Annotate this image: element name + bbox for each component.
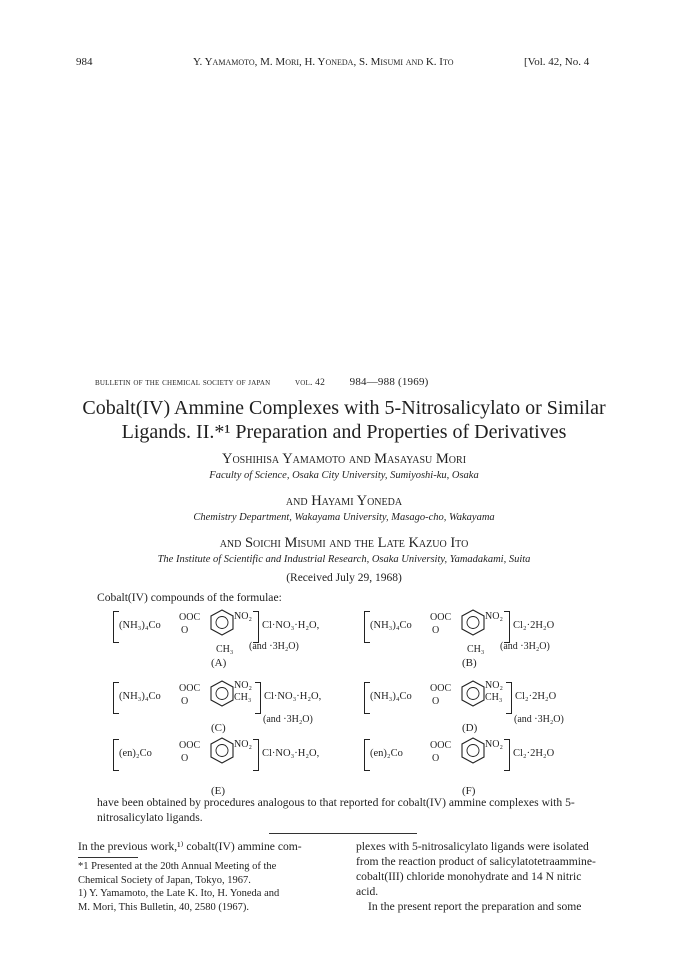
right-bracket (504, 739, 510, 771)
author-line-1: Yoshihisa Yamamoto and Masayasu Mori (221, 451, 467, 467)
author-line-3: and Soichi Misumi and the Late Kazuo Ito (219, 535, 469, 551)
counter-ions: Cl₂·2H₂O (513, 748, 555, 759)
carboxylate-label: OOC (430, 740, 452, 751)
compound-label: (F) (462, 785, 476, 797)
affiliation-2: Chemistry Department, Wakayama University, Masago-cho, Wakayama (193, 512, 495, 523)
metal-center: (NH₃)₄Co (119, 620, 161, 631)
footnote-1-line-1: *1 Presented at the 20th Annual Meeting of the (78, 861, 277, 872)
footnote-2-line-1: 1) Y. Yamamoto, the Late K. Ito, H. Yoneda and (78, 888, 280, 899)
nitro-group: NO₂ (234, 611, 252, 622)
counter-ions: Cl₂·2H₂O (515, 691, 557, 702)
footnotes (78, 860, 340, 914)
benzene-ring-icon (460, 680, 486, 708)
paper-title (60, 396, 628, 444)
compound-e (113, 739, 353, 799)
compound-b (364, 611, 604, 671)
counter-ions: Cl·NO₃·H₂O, (264, 691, 322, 702)
nitro-group: NO₂ (485, 739, 503, 750)
right-bracket (253, 611, 259, 643)
compound-f (364, 739, 604, 799)
right-bracket (506, 682, 512, 714)
right-column-text (356, 839, 618, 914)
methyl-group: CH₃ (485, 692, 503, 703)
carboxylate-label: OOC (179, 612, 201, 623)
nitro-group: NO₂ (234, 739, 252, 750)
left-column-text: In the previous work,¹⁾ cobalt(IV) ammine com- (78, 840, 302, 853)
hydrate-variant: (and ·3H₂O) (500, 641, 550, 652)
phenoxide-label: O (181, 753, 189, 764)
counter-ions: Cl₂·2H₂O (513, 620, 555, 631)
phenoxide-label: O (181, 625, 189, 636)
carboxylate-label: OOC (179, 740, 201, 751)
metal-center: (NH₃)₄Co (370, 620, 412, 631)
compound-label: (C) (211, 722, 226, 734)
methyl-group: CH₃ (234, 692, 252, 703)
affiliation-3: The Institute of Scientific and Industrial Research, Osaka University, Yamadakami, Suita (157, 554, 531, 565)
volume: vol. 42 (295, 378, 326, 388)
hydrate-variant: (and ·3H₂O) (514, 714, 564, 725)
compound-d (364, 682, 604, 742)
volume-info: [Vol. 42, No. 4 (524, 56, 590, 68)
benzene-ring-icon (209, 680, 235, 708)
carboxylate-label: OOC (179, 683, 201, 694)
compound-label: (A) (211, 657, 227, 669)
right-col-line-2: from the reaction product of salicylatotetraammine- (356, 855, 596, 868)
metal-center: (NH₃)₄Co (119, 691, 161, 702)
benzene-ring-icon (209, 609, 235, 637)
section-divider (269, 833, 417, 834)
phenoxide-label: O (432, 696, 440, 707)
methyl-group: CH₃ (467, 644, 485, 655)
footnote-1-line-2: Chemical Society of Japan, Tokyo, 1967. (78, 874, 251, 886)
compound-label: (E) (211, 785, 226, 797)
journal-name: bulletin of the chemical society of japan (95, 378, 271, 388)
right-col-line-3: cobalt(III) chloride monohydrate and 14 N nitric (356, 870, 582, 883)
metal-center: (NH₃)₄Co (370, 691, 412, 702)
benzene-ring-icon (209, 737, 235, 765)
counter-ions: Cl·NO₃·H₂O, (262, 620, 320, 631)
hydrate-variant: (and ·3H₂O) (263, 714, 313, 725)
pages-year: 984—988 (1969) (349, 376, 429, 388)
nitro-group: NO₂ (485, 611, 503, 622)
running-authors: Y. Yamamoto, M. Mori, H. Yoneda, S. Misumi and K. Ito (193, 56, 454, 68)
metal-center: (en)₂Co (370, 748, 403, 759)
right-col-line-1: plexes with 5-nitrosalicylato ligands were isolated (356, 840, 589, 853)
right-col-line-4: acid. (356, 885, 379, 898)
page-number: 984 (76, 56, 93, 68)
compound-a (113, 611, 353, 671)
right-col-line-5: In the present report the preparation and some (368, 900, 582, 913)
received-date: (Received July 29, 1968) (286, 572, 402, 584)
metal-center: (en)₂Co (119, 748, 152, 759)
methyl-group: CH₃ (216, 644, 234, 655)
compound-c (113, 682, 353, 742)
phenoxide-label: O (432, 753, 440, 764)
carboxylate-label: OOC (430, 683, 452, 694)
compound-label: (B) (462, 657, 477, 669)
citation-line (95, 376, 595, 388)
phenoxide-label: O (432, 625, 440, 636)
right-bracket (504, 611, 510, 643)
right-bracket (253, 739, 259, 771)
title-line-2: Ligands. II.*¹ Preparation and Properties of Derivatives (121, 421, 567, 443)
nitro-group: NO₂ (234, 680, 252, 691)
benzene-ring-icon (460, 737, 486, 765)
abstract-intro: Cobalt(IV) compounds of the formulae: (97, 591, 282, 604)
footnote-rule (78, 857, 138, 858)
counter-ions: Cl·NO₃·H₂O, (262, 748, 320, 759)
abstract-conclusion: have been obtained by procedures analogous to that reported for cobalt(IV) ammine complexes with 5-nitrosalicylato ligands. (97, 796, 575, 824)
affiliation-1: Faculty of Science, Osaka City University, Sumiyoshi-ku, Osaka (209, 470, 479, 481)
footnote-2-line-2: M. Mori, This Bulletin, 40, 2580 (1967). (78, 901, 250, 913)
author-line-2: and Hayami Yoneda (285, 493, 403, 509)
carboxylate-label: OOC (430, 612, 452, 623)
benzene-ring-icon (460, 609, 486, 637)
hydrate-variant: (and ·3H₂O) (249, 641, 299, 652)
phenoxide-label: O (181, 696, 189, 707)
title-line-1: Cobalt(IV) Ammine Complexes with 5-Nitrosalicylato or Similar (82, 397, 606, 419)
nitro-group: NO₂ (485, 680, 503, 691)
compound-label: (D) (462, 722, 478, 734)
right-bracket (255, 682, 261, 714)
